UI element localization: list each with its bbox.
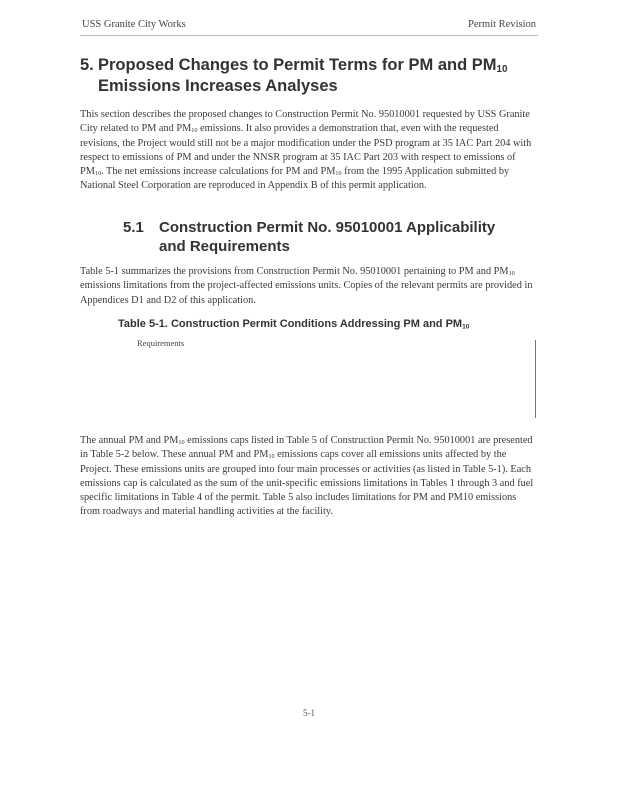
table-border xyxy=(535,340,536,418)
intro-text-2: emissions. It also provides a demonstration that, even with the requested revisions, the Project would still not be a major modification under the PSD program at 35 IAC Part 204 with respect to emissions of PM and under the NNSR program at 35 IAC Part 203 with respect to emissions of PM xyxy=(80,123,532,178)
intro-sub-1: 10 xyxy=(191,127,198,135)
caps-text-2: emissions caps listed in Table 5 of Construction Permit No. 95010001 are presented in Table 5-2 below. These annual PM and PM xyxy=(80,435,533,461)
section-title-line2: Emissions Increases Analyses xyxy=(98,77,338,95)
intro-paragraph xyxy=(80,108,535,194)
caps-text-3: emissions caps cover all emissions units affected by the Project. These emissions units are grouped into four main processes or activities (as listed in Table 5-1). Each emissions cap is calculated as the sum of the unit-specific emissions limitations in Tables 1 through 3 and fuel specific limitations in Table 4 of the permit. Table 5 also includes limitations for PM and PM10 emissions from roadways and material handling activities at the facility. xyxy=(80,449,534,518)
section-title-subscript: 10 xyxy=(496,63,508,75)
table-caption-text: Table 5-1. Construction Permit Conditions Addressing PM and PM xyxy=(118,318,463,330)
intro-text-1: This section describes the proposed changes to Construction Permit No. 95010001 requested by USS Granite City related to PM and PM xyxy=(80,109,530,135)
header-divider xyxy=(80,35,538,36)
subsection-title-line1: Construction Permit No. 95010001 Applicability xyxy=(159,219,496,236)
page-number: 5-1 xyxy=(303,708,315,718)
section-title-line1: Proposed Changes to Permit Terms for PM and PM xyxy=(98,56,497,74)
section-title xyxy=(80,55,540,97)
intro-sub-3: 10 xyxy=(335,170,342,178)
intro-text-4: from the 1995 Application submitted by National Steel Corporation are reproduced in Appendix B of this permit application. xyxy=(80,166,510,192)
subsection-number: 5.1 xyxy=(123,219,144,236)
table-caption xyxy=(118,318,469,330)
table-summary-paragraph xyxy=(80,265,535,308)
summary-sub-1: 10 xyxy=(508,270,515,278)
subsection-title xyxy=(123,218,523,256)
header-document-type: Permit Revision xyxy=(468,19,536,30)
intro-text-3: . The net emissions increase calculations for PM and PM xyxy=(101,166,336,178)
header-document-title: USS Granite City Works xyxy=(82,19,186,30)
subsection-title-line2: and Requirements xyxy=(159,238,290,255)
caps-sub-2: 10 xyxy=(268,453,275,461)
summary-text-1: Table 5-1 summarizes the provisions from Construction Permit No. 95010001 pertaining to PM and PM xyxy=(80,266,509,277)
caps-text-1: The annual PM and PM xyxy=(80,435,179,446)
caps-sub-1: 10 xyxy=(178,439,185,447)
section-number: 5. xyxy=(80,56,94,74)
table-column-header: Requirements xyxy=(137,338,185,348)
intro-sub-2: 10 xyxy=(94,170,102,178)
emissions-caps-paragraph xyxy=(80,434,535,520)
summary-text-2: emissions limitations from the project-affected emissions units. Copies of the relevant permits are provided in Appendices D1 and D2 of this application. xyxy=(80,280,533,306)
table-caption-subscript: 10 xyxy=(462,323,470,331)
